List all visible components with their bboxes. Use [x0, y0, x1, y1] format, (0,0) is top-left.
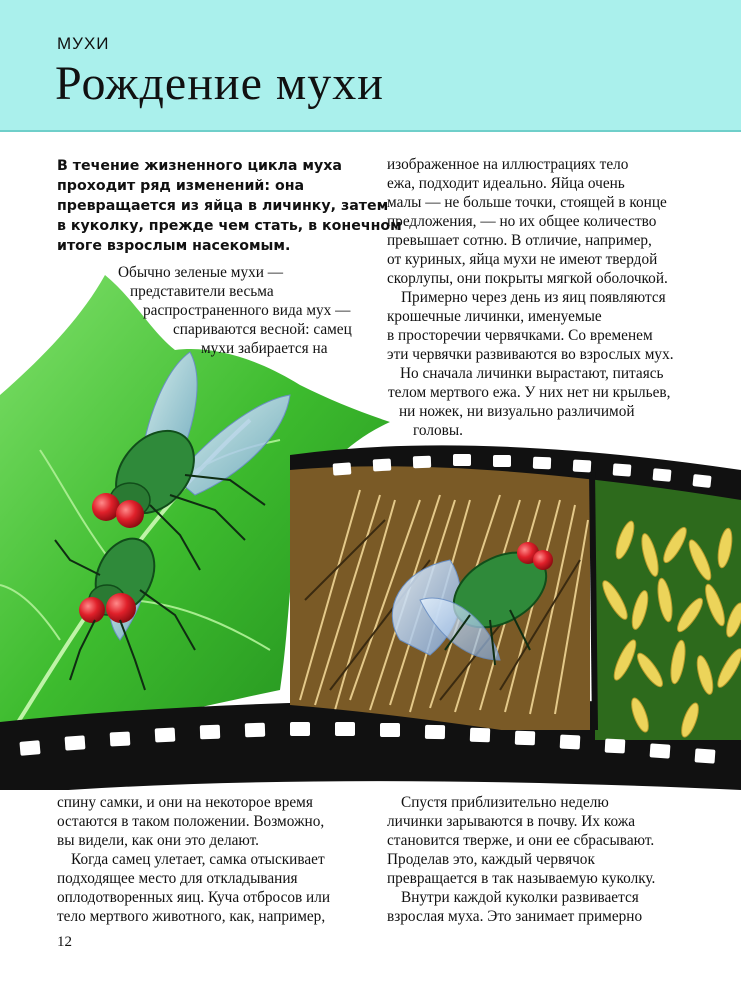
- text-line: телом мертвого ежа. У них нет ни крыльев,: [388, 384, 671, 401]
- text-line: подходящее место для откладывания: [57, 870, 298, 887]
- text-line: Примерно через день из яиц появляются: [401, 289, 666, 306]
- text-line: головы.: [413, 422, 463, 439]
- intro-paragraph: [0, 263, 380, 358]
- text-line: в просторечии червячками. Со временем: [387, 327, 653, 344]
- text-line: тело мертвого животного, как, например,: [57, 908, 326, 925]
- text-line: крошечные личинки, именуемые: [387, 308, 602, 325]
- lead-line: В течение жизненного цикла муха: [57, 158, 343, 174]
- lead-line: итоге взрослым насекомым.: [57, 238, 291, 254]
- page-title: Рождение мухи: [55, 57, 384, 110]
- body-paragraph: [387, 364, 670, 440]
- text-line: Проделав это, каждый червячок: [387, 851, 595, 868]
- page-number: 12: [57, 934, 72, 950]
- text-line: вы видели, как они это делают.: [57, 832, 259, 849]
- text-line: эти червячки развиваются во взрослых мух.: [387, 346, 674, 363]
- text-line: личинки зарываются в почву. Их кожа: [387, 813, 636, 830]
- text-line: от куриных, яйца мухи не имеют твердой: [387, 251, 658, 268]
- body-paragraph: [387, 155, 668, 288]
- text-line: предложения, — но их общее количество: [387, 213, 657, 230]
- section-label: МУХИ: [57, 34, 110, 53]
- lead-line: в куколку, прежде чем стать, в конечном: [57, 218, 402, 234]
- text-line: мухи забирается на: [201, 340, 328, 357]
- text-line: изображенное на иллюстрациях тело: [387, 156, 629, 173]
- text-line: Но сначала личинки вырастают, питаясь: [400, 365, 664, 382]
- lead-paragraph: [57, 156, 402, 256]
- lead-line: превращается из яйца в личинку, затем: [57, 198, 389, 214]
- text-line: Обычно зеленые мухи —: [118, 264, 284, 281]
- body-paragraph: [387, 793, 655, 888]
- text-line: представители весьма: [130, 283, 274, 300]
- body-paragraph: [57, 850, 330, 926]
- text-line: спину самки, и они на некоторое время: [57, 794, 313, 811]
- body-paragraph: [387, 288, 674, 364]
- text-line: Спустя приблизительно неделю: [401, 794, 609, 811]
- text-line: распространенного вида мух —: [143, 302, 351, 319]
- text-line: ежа, подходит идеально. Яйца очень: [387, 175, 625, 192]
- text-line: взрослая муха. Это занимает примерно: [387, 908, 643, 925]
- text-line: Когда самец улетает, самка отыскивает: [71, 851, 325, 868]
- text-line: скорлупы, они покрыты мягкой оболочкой.: [387, 270, 668, 287]
- text-line: становится тверже, и они ее сбрасывают.: [387, 832, 655, 849]
- text-line: остаются в таком положении. Возможно,: [57, 813, 325, 830]
- text-line: спариваются весной: самец: [173, 321, 352, 338]
- body-paragraph: [57, 793, 324, 850]
- text-line: оплодотворенных яиц. Куча отбросов или: [57, 889, 331, 906]
- text-line: превышает сотню. В отличие, например,: [387, 232, 652, 249]
- text-line: Внутри каждой куколки развивается: [401, 889, 639, 906]
- text-line: превращается в так называемую куколку.: [387, 870, 656, 887]
- text-line: ни ножек, ни визуально различимой: [399, 403, 635, 420]
- body-paragraph: [387, 888, 642, 926]
- lead-line: проходит ряд изменений: она: [57, 178, 305, 194]
- text-line: малы — не больше точки, стоящей в конце: [387, 194, 667, 211]
